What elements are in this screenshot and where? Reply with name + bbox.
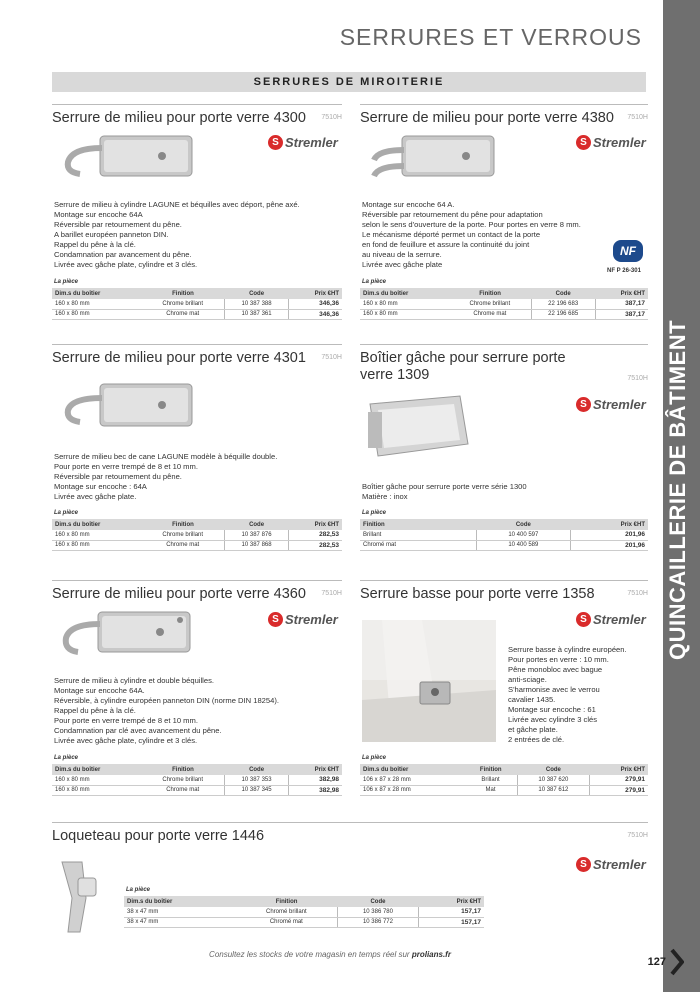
table-row: 160 x 80 mm Chrome brillant 10 387 876 282,53 (52, 530, 342, 540)
table-row: 160 x 80 mm Chrome brillant 10 387 388 346,36 (52, 299, 342, 309)
product-4380 (360, 104, 648, 127)
piece-label: La pièce (54, 279, 79, 285)
product-1446 (52, 822, 648, 845)
table-row: 106 x 87 x 28 mm Brillant 10 387 620 279,91 (360, 775, 648, 785)
lock-image-4360 (62, 604, 202, 664)
product-description: Boîtier gâche pour serrure porte verre série 1300 Matière : inox (362, 482, 527, 501)
installed-lock-photo (362, 620, 496, 742)
stremler-logo: S Stremler (576, 135, 646, 150)
table-row: 38 x 47 mm Chromé mat 10 386 772 157,17 (124, 917, 484, 927)
table-row: 160 x 80 mm Chrome mat 10 387 361 346,36 (52, 309, 342, 319)
product-description: Montage sur encoche 64 A. Réversible par retournement du pêne pour adaptation selon le sens d'ouverture de la porte. Pour portes en verre 8 mm. Le mécanisme déporté permet un contact de la porte en fond de feuillure et assure la continuité du joint au niveau de la serrure. Livrée avec gâche plate (362, 200, 581, 269)
product-ref: 7510H (627, 114, 648, 121)
product-4360 (52, 580, 342, 603)
nf-logo: NF (613, 240, 643, 262)
product-title: Serrure de milieu pour porte verre 4380 (360, 110, 614, 126)
product-description: Serrure basse à cylindre européen. Pour portes en verre : 10 mm. Pêne monobloc avec bague anti-sciage. S'harmonise avec le verrou cavalier 1435. Montage sur encoche : 61 Livrée avec cylindre 3 clés et gâche plate. 2 entrées de clé. (508, 645, 627, 744)
price-table: Dim.s du boîtier Finition Code Prix €HT 160 x 80 mm Chrome brillant 10 387 876 282,53 160 x 80 mm Chrome mat 10 387 868 282,53 (52, 519, 342, 551)
product-title: Boîtier gâche pour serrure porte verre 1309 (360, 350, 566, 383)
piece-label: La pièce (362, 510, 387, 516)
product-ref: 7510H (627, 832, 648, 839)
side-tab-label: QUINCAILLERIE DE BÂTIMENT (665, 319, 690, 660)
table-row: 106 x 87 x 28 mm Mat 10 387 612 279,91 (360, 785, 648, 795)
price-table: Dim.s du boîtier Finition Code Prix €HT 160 x 80 mm Chrome brillant 10 387 388 346,36 160 x 80 mm Chrome mat 10 387 361 346,36 (52, 288, 342, 320)
product-4300 (52, 104, 342, 127)
product-4301 (52, 344, 342, 367)
table-row: 160 x 80 mm Chrome mat 22 196 685 387,17 (360, 309, 648, 319)
price-table: Dim.s du boîtier Finition Code Prix €HT 38 x 47 mm Chromé brillant 10 386 780 157,17 38 x 47 mm Chromé mat 10 386 772 157,17 (124, 896, 484, 928)
product-ref: 7510H (627, 375, 648, 382)
product-description: Serrure de milieu bec de cane LAGUNE modèle à béquille double. Pour porte en verre trempé de 8 et 10 mm. Réversible par retournement du pêne. Montage sur encoche : 64A Livrée avec gâche plate. (54, 452, 278, 501)
next-page-arrow-icon[interactable] (670, 948, 684, 976)
price-table: Dim.s du boîtier Finition Code Prix €HT 160 x 80 mm Chrome brillant 10 387 353 382,98 160 x 80 mm Chrome mat 10 387 345 382,98 (52, 764, 342, 796)
product-1309 (360, 344, 648, 384)
product-description: Serrure de milieu à cylindre et double béquilles. Montage sur encoche 64A. Réversible, à cylindre européen panneton DIN (norme DIN 18254). Rappel du pêne à la clé. Pour porte en verre trempé de 8 et 10 mm. Condamnation par clé avec avancement du pêne. Livrée avec gâche plate, cylindre et 3 clés. (54, 676, 279, 745)
lock-image-4301 (62, 378, 202, 438)
lock-image-4300 (62, 128, 202, 186)
side-tab (663, 0, 700, 992)
product-title: Serrure basse pour porte verre 1358 (360, 586, 595, 602)
stremler-logo: S Stremler (576, 612, 646, 627)
piece-label: La pièce (126, 887, 151, 893)
price-table: Dim.s du boîtier Finition Code Prix €HT 160 x 80 mm Chrome brillant 22 196 683 387,17 160 x 80 mm Chrome mat 22 196 685 387,17 (360, 288, 648, 320)
stremler-logo: S Stremler (268, 612, 338, 627)
table-row: Brillant 10 400 597 201,96 (360, 530, 648, 540)
category-bar: SERRURES DE MIROITERIE (52, 72, 646, 92)
product-ref: 7510H (627, 590, 648, 597)
table-row: 160 x 80 mm Chrome mat 10 387 868 282,53 (52, 540, 342, 550)
product-title: Serrure de milieu pour porte verre 4301 (52, 350, 306, 366)
stremler-logo: S Stremler (576, 857, 646, 872)
piece-label: La pièce (54, 755, 79, 761)
stremler-logo: S Stremler (268, 135, 338, 150)
price-table: Finition Code Prix €HT Brillant 10 400 597 201,96 Chromé mat 10 400 589 201,96 (360, 519, 648, 551)
footer-link[interactable]: prolians.fr (411, 950, 451, 959)
piece-label: La pièce (362, 279, 387, 285)
page-number: 127 (647, 956, 666, 968)
table-row: 160 x 80 mm Chrome brillant 22 196 683 387,17 (360, 299, 648, 309)
table-row: Chromé mat 10 400 589 201,96 (360, 540, 648, 550)
stremler-logo: S Stremler (576, 397, 646, 412)
page-header-title: SERRURES ET VERROUS (339, 24, 642, 50)
product-ref: 7510H (321, 114, 342, 121)
lock-image-4380 (370, 128, 500, 188)
product-ref: 7510H (321, 354, 342, 361)
strike-box-image (364, 392, 474, 472)
piece-label: La pièce (54, 510, 79, 516)
nf-label: NF P 26-301 (607, 268, 641, 274)
product-1358 (360, 580, 648, 603)
piece-label: La pièce (362, 755, 387, 761)
table-row: 160 x 80 mm Chrome mat 10 387 345 382,98 (52, 785, 342, 795)
product-title: Serrure de milieu pour porte verre 4360 (52, 586, 306, 602)
footer: Consultez les stocks de votre magasin en temps réel sur prolians.fr (209, 950, 451, 959)
table-row: 160 x 80 mm Chrome brillant 10 387 353 382,98 (52, 775, 342, 785)
latch-image (52, 858, 100, 938)
price-table: Dim.s du boîtier Finition Code Prix €HT 106 x 87 x 28 mm Brillant 10 387 620 279,91 106 x 87 x 28 mm Mat 10 387 612 279,91 (360, 764, 648, 796)
product-ref: 7510H (321, 590, 342, 597)
product-description: Serrure de milieu à cylindre LAGUNE et béquilles avec déport, pêne axé. Montage sur encoche 64A Réversible par retournement du pêne. A barillet européen panneton DIN. Rappel du pêne à la clé. Condamnation par avancement du pêne. Livrée avec gâche plate, cylindre et 3 clés. (54, 200, 300, 269)
table-row: 38 x 47 mm Chromé brillant 10 386 780 157,17 (124, 907, 484, 917)
product-title: Serrure de milieu pour porte verre 4300 (52, 110, 306, 126)
product-title: Loqueteau pour porte verre 1446 (52, 828, 265, 844)
